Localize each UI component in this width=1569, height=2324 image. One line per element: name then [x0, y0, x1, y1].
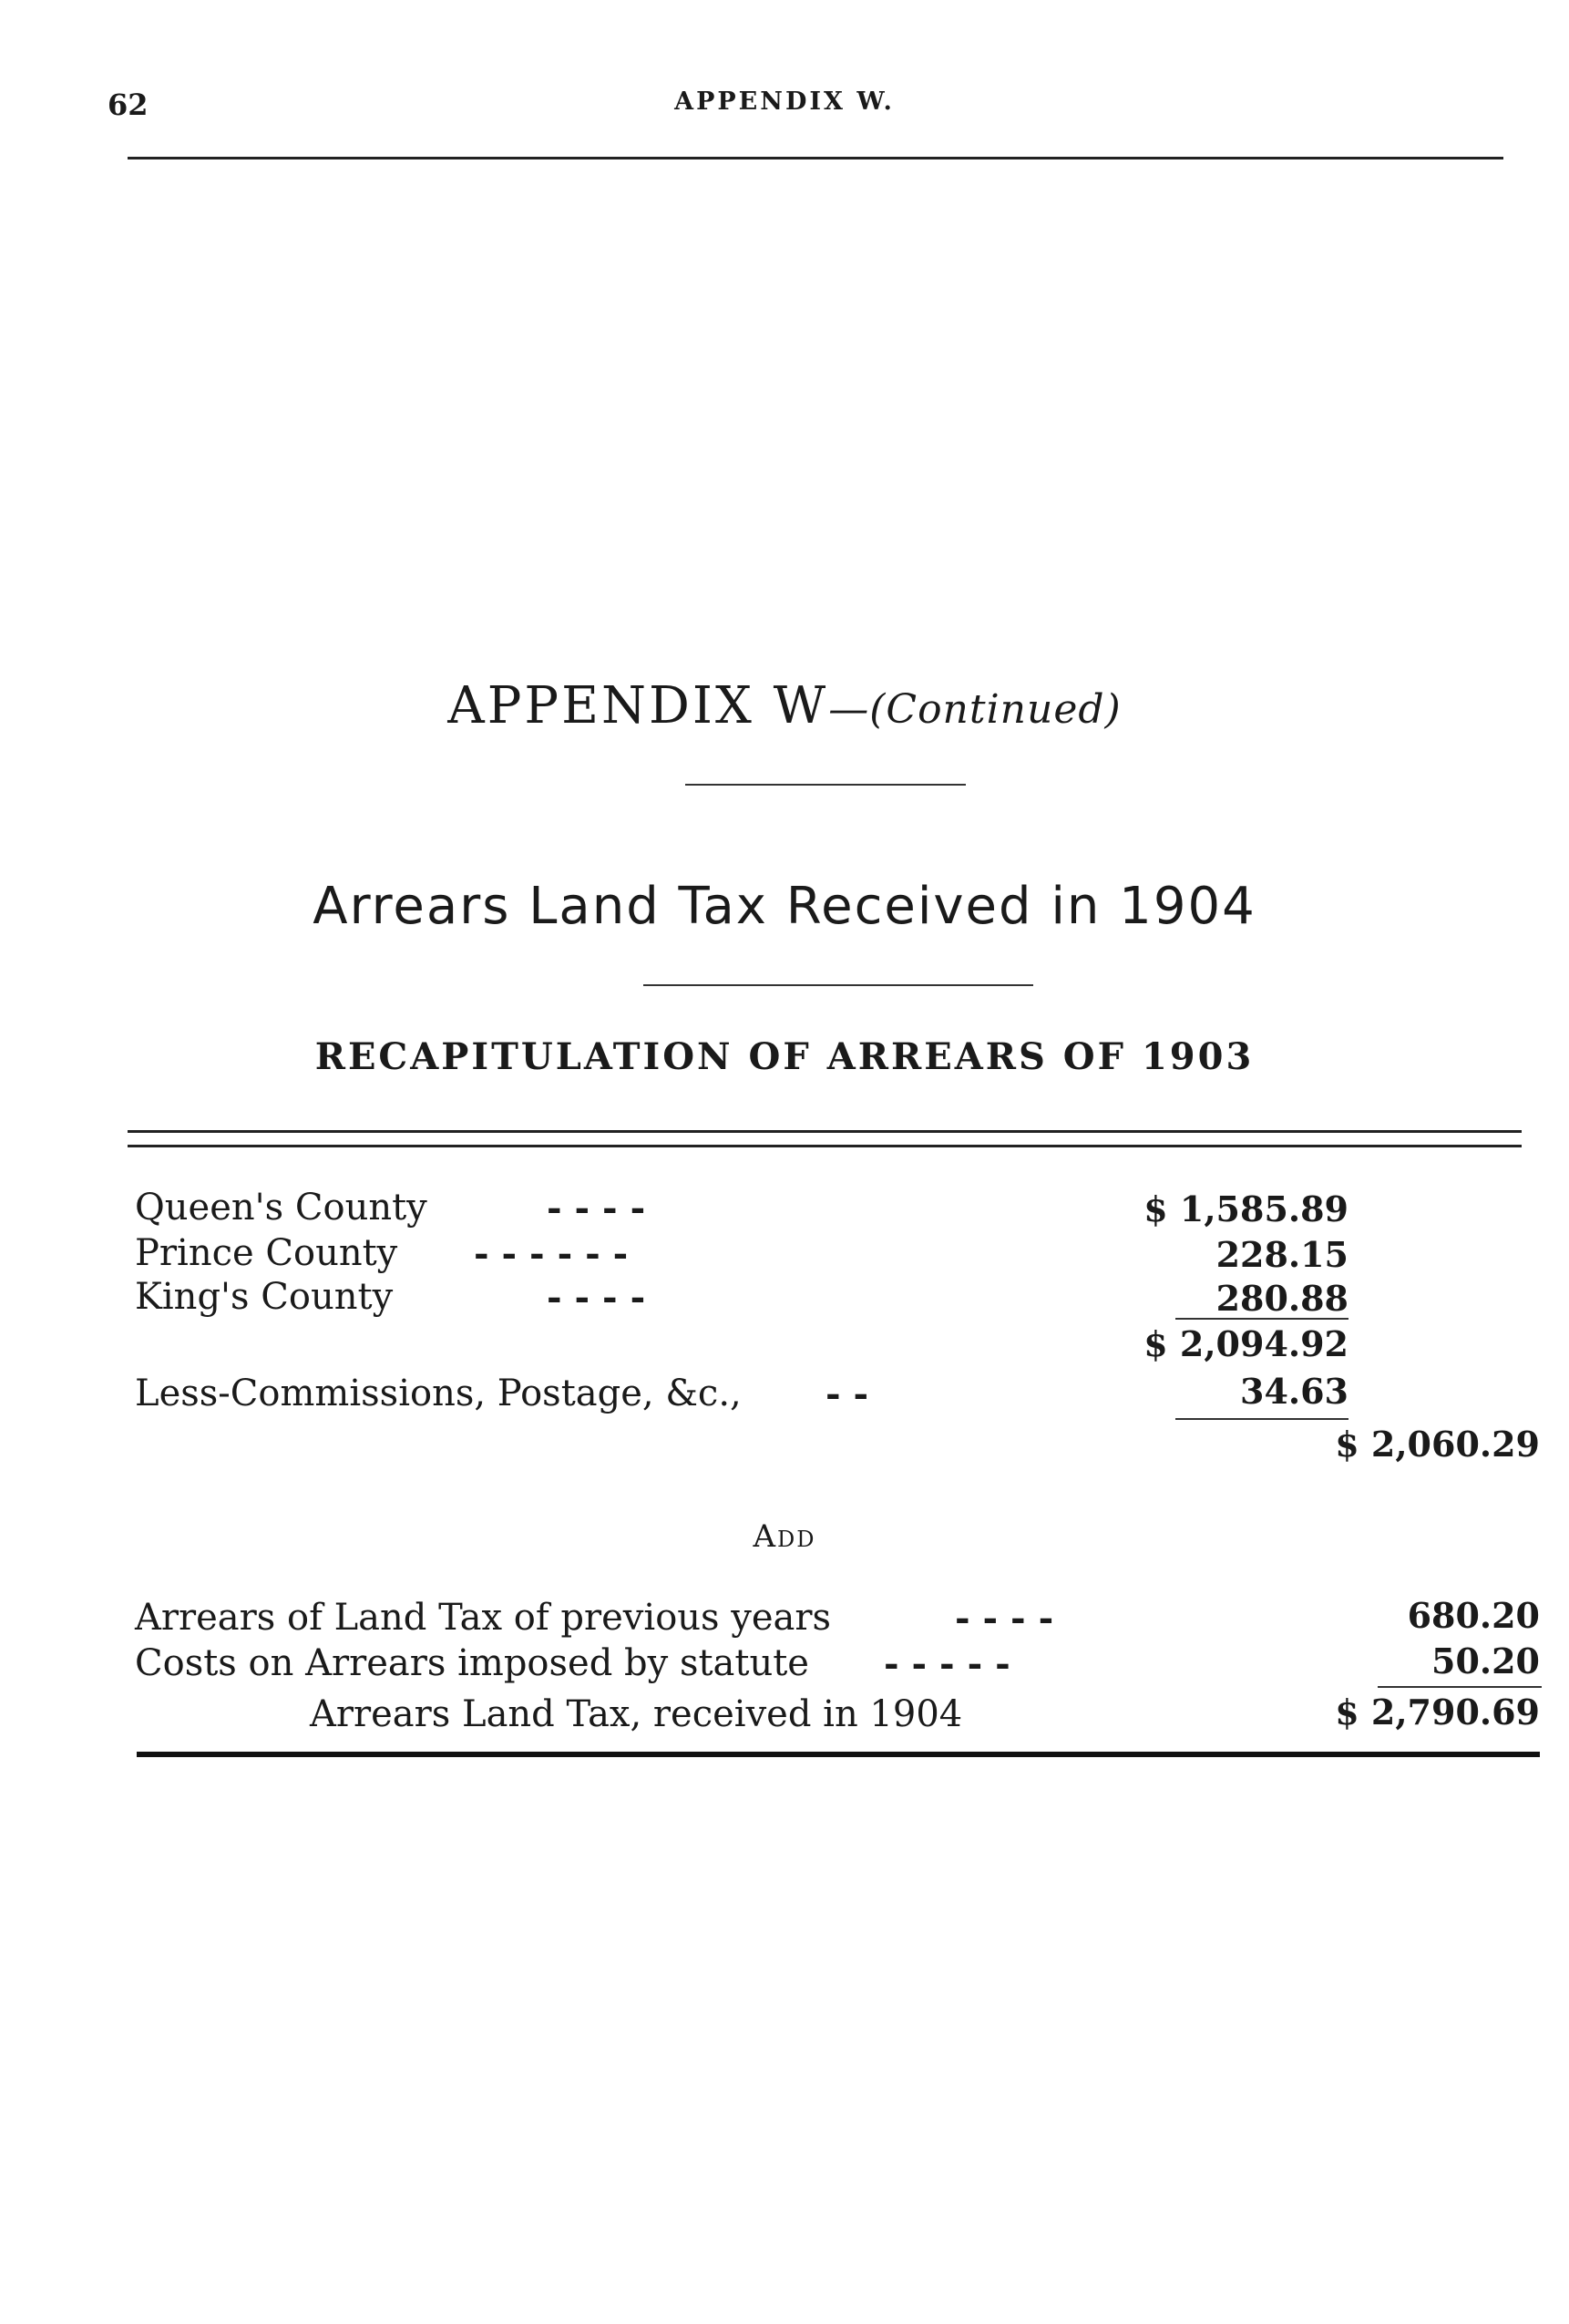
leader-dashes: - - - - [955, 1597, 1054, 1640]
amount-less: 34.63 [1240, 1371, 1349, 1412]
title-rule [685, 784, 966, 786]
table-top-rule [128, 1130, 1522, 1133]
leader-dashes: - - [826, 1373, 869, 1415]
row-label-queens: Queen's County [135, 1187, 427, 1229]
appendix-title [0, 676, 1569, 735]
amount-queens: $ 1,585.89 [1143, 1188, 1349, 1229]
appendix-continued: —(Continued) [828, 686, 1122, 733]
amount-kings: 280.88 [1215, 1278, 1349, 1319]
appendix-title-text: APPENDIX W [447, 676, 829, 735]
title-rule [643, 984, 1033, 986]
recap-title: RECAPITULATION OF ARREARS OF 1903 [314, 1035, 1255, 1078]
leader-dashes: - - - - [547, 1187, 646, 1229]
leader-dashes: - - - - - - [474, 1232, 629, 1275]
row-label-prince: Prince County [135, 1232, 398, 1274]
total-rule [1378, 1686, 1542, 1688]
amount-costs: 50.20 [1431, 1640, 1540, 1681]
leader-dashes: - - - - [547, 1276, 646, 1319]
row-label-costs: Costs on Arrears imposed by statute [135, 1642, 809, 1684]
table-bottom-rule [137, 1752, 1540, 1757]
amount-previous-years: 680.20 [1407, 1595, 1540, 1636]
amount-prince: 228.15 [1215, 1234, 1349, 1275]
header-rule [128, 157, 1503, 159]
leader-dashes: - - - - - [884, 1642, 1010, 1685]
main-title: Arrears Land Tax Received in 1904 [313, 877, 1256, 936]
amount-subtotal: $ 2,094.92 [1143, 1323, 1349, 1364]
running-head: APPENDIX W. [674, 87, 895, 116]
less-rule [1175, 1418, 1349, 1420]
amount-total: $ 2,790.69 [1335, 1692, 1540, 1733]
row-label-less: Less-Commissions, Postage, &c., [135, 1373, 742, 1414]
amount-net: $ 2,060.29 [1335, 1424, 1540, 1465]
page-number: 62 [108, 87, 149, 122]
table-top-rule [128, 1145, 1522, 1147]
row-label-total: Arrears Land Tax, received in 1904 [310, 1693, 963, 1735]
row-label-previous-years: Arrears of Land Tax of previous years [135, 1597, 832, 1639]
subtotal-rule [1175, 1318, 1349, 1320]
add-heading: Add [753, 1518, 816, 1555]
row-label-kings: King's County [135, 1276, 394, 1318]
